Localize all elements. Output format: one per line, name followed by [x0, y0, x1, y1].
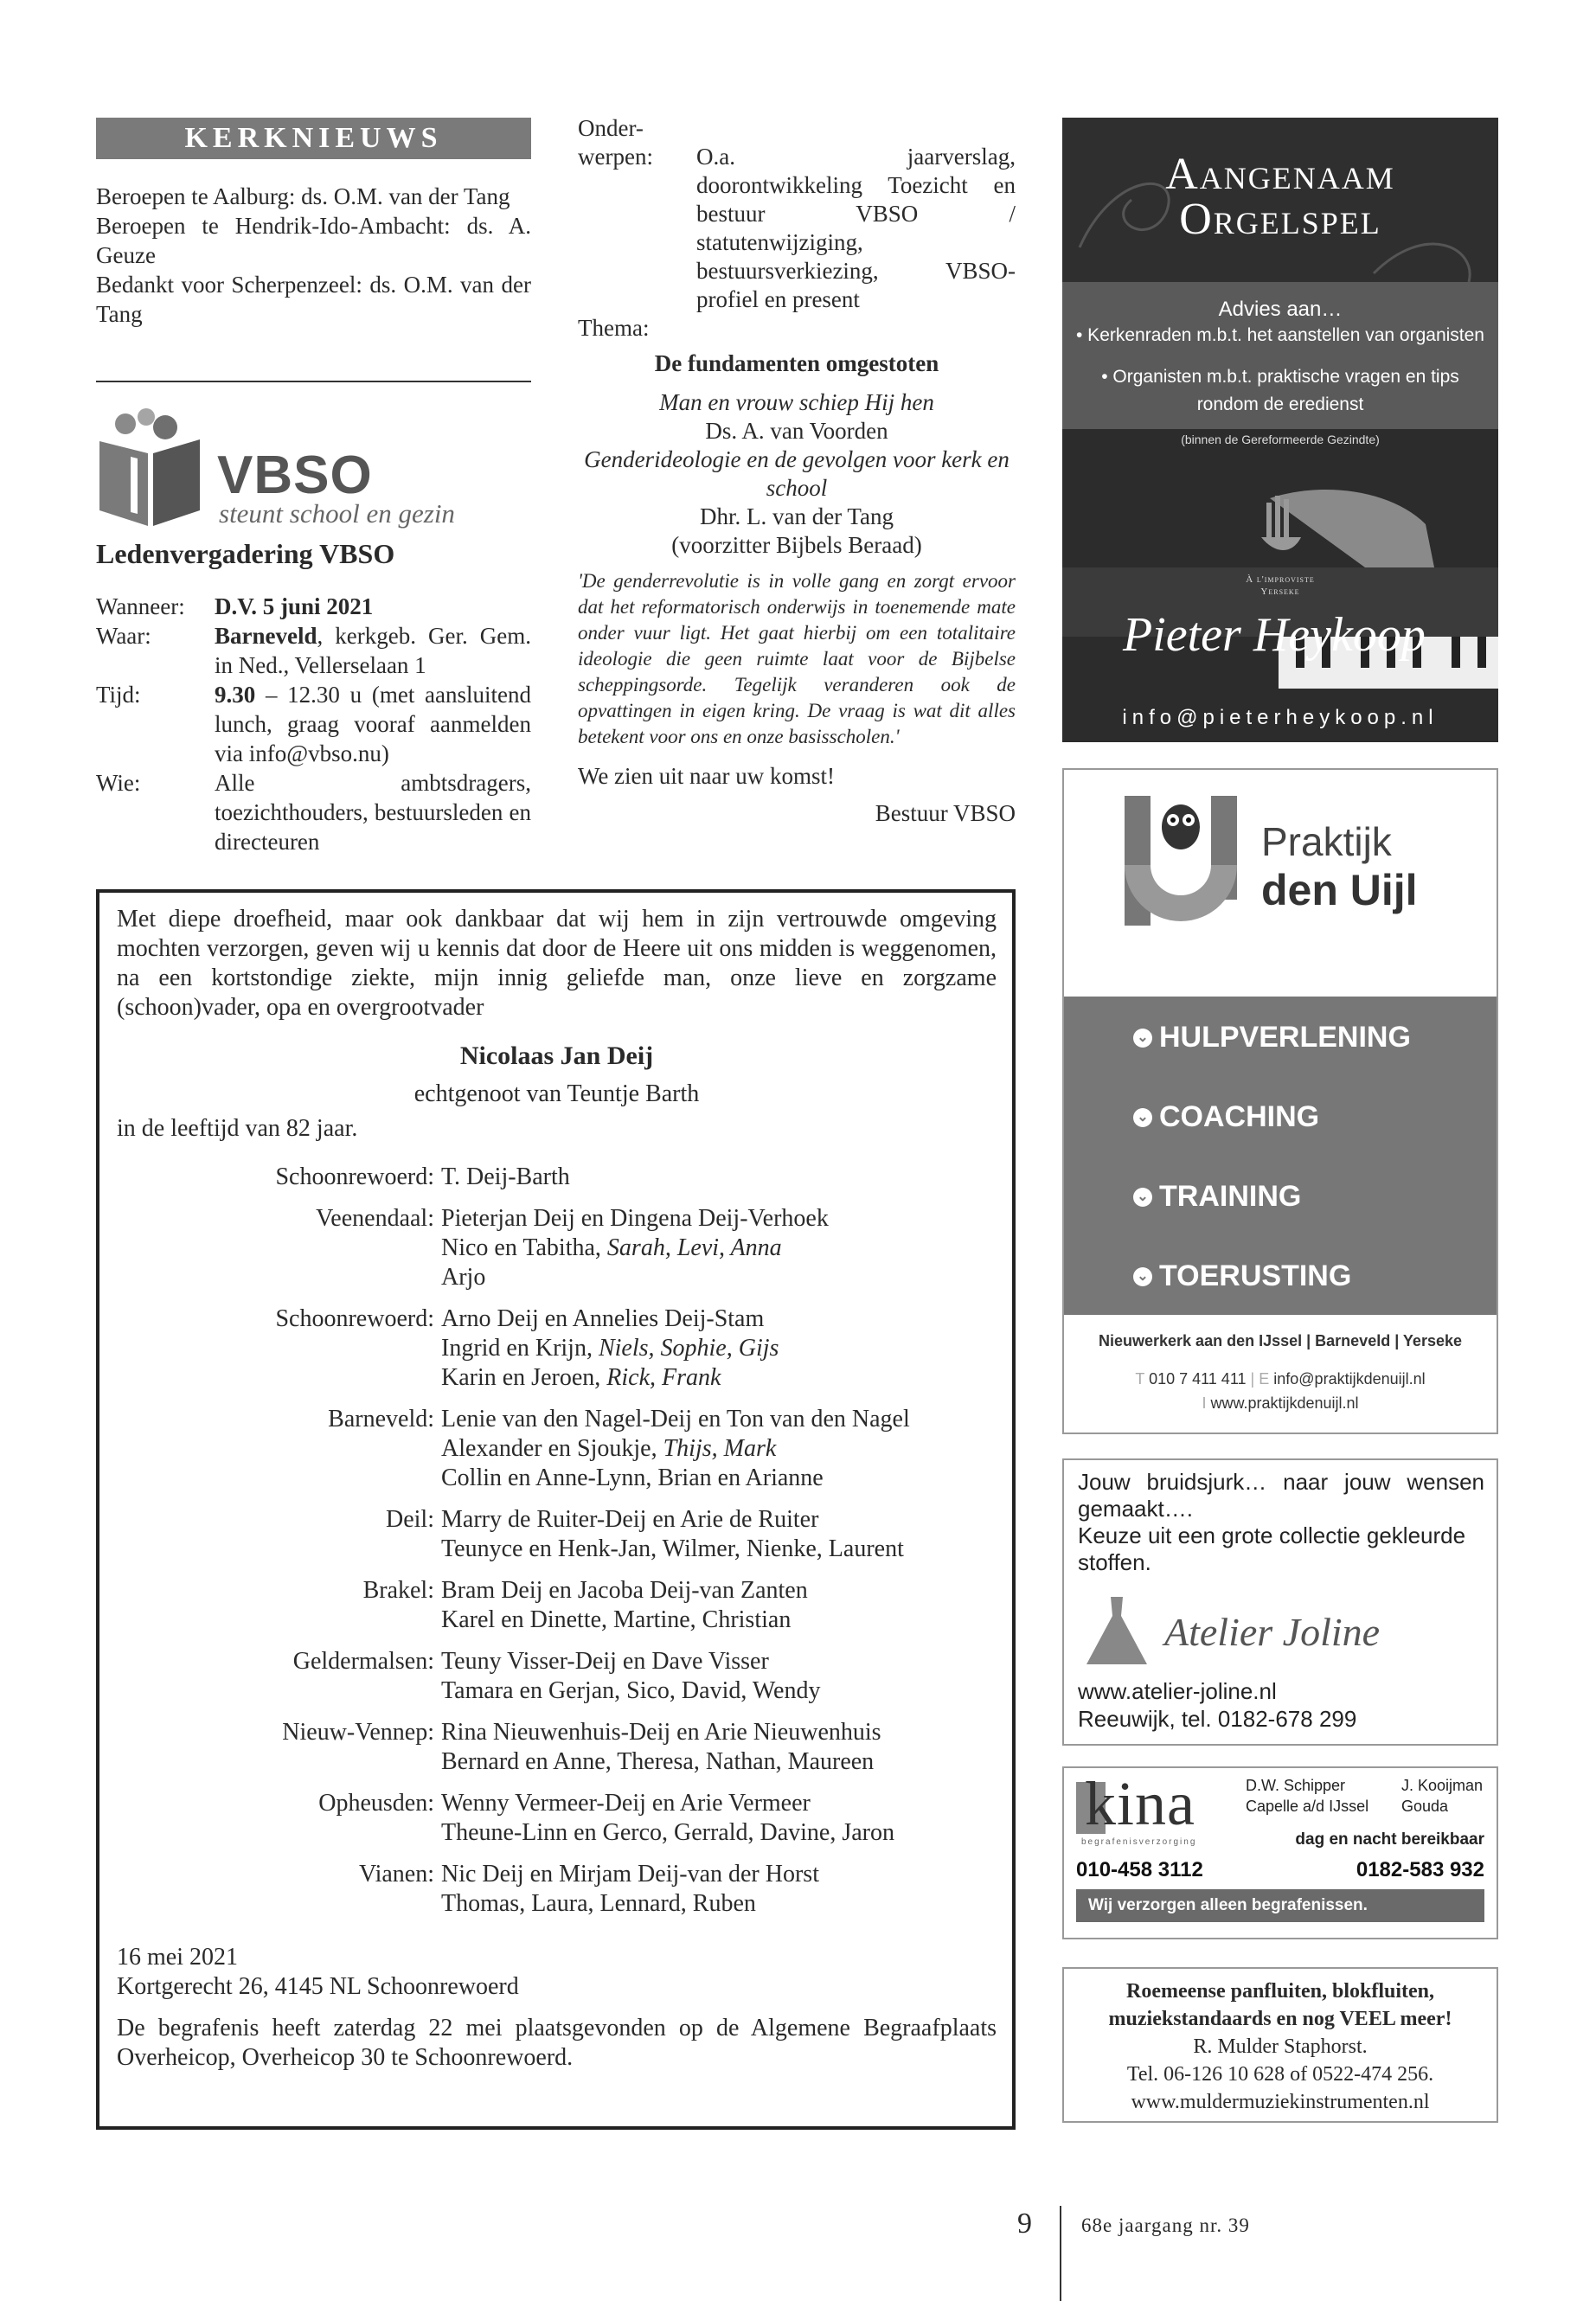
relative-line [117, 1818, 997, 1848]
obituary-date: 16 mei 2021 [117, 1944, 238, 1971]
relative-line [117, 1505, 997, 1535]
orgel-signature-name: Pieter Heykoop [1123, 608, 1426, 662]
relative-place: Veenendaal: [316, 1205, 434, 1232]
kina-place-2: Gouda [1401, 1798, 1449, 1815]
relative-line [117, 1204, 997, 1234]
footer-divider [1060, 2206, 1061, 2301]
onderwerpen-label: Onder- werpen: [578, 115, 653, 170]
uijl-service-item: ⌄ TRAINING [1133, 1180, 1301, 1214]
chevron-down-icon: ⌄ [1133, 1188, 1152, 1207]
thema-title: De fundamenten omgestoten [654, 350, 939, 376]
spouse-line: echtgenoot van Teuntje Barth [413, 1080, 700, 1107]
funeral-notice: De begrafenis heeft zaterdag 22 mei plaatsgevonden op de Algemene Begraafplaats Overheicop, Overheicop 30 te Schoonrewoerd. [117, 2015, 997, 2071]
wedding-dress-icon [1078, 1590, 1156, 1668]
closing-line: We zien uit naar uw komst! [578, 763, 835, 789]
mulder-phone: Tel. 06-126 10 628 of 0522-474 256. [1126, 2063, 1434, 2086]
obituary-address: Kortgerecht 26, 4145 NL Schoonrewoerd [117, 1973, 519, 2000]
deceased-name: Nicolaas Jan Deij [459, 1042, 654, 1070]
kina-place-1: Capelle a/d IJssel [1246, 1798, 1369, 1815]
relative-names: Nico en Tabitha, Sarah, Levi, Anna [441, 1234, 782, 1261]
relative-group [117, 1163, 997, 1192]
orgel-bullet-1: • Kerkenraden m.b.t. het aanstellen van organisten [1076, 325, 1484, 345]
detail-label: Wanneer: [96, 593, 185, 619]
chevron-down-icon: ⌄ [1133, 1108, 1152, 1127]
issue-label: 68e jaargang nr. 39 [1081, 2214, 1250, 2236]
relative-names: Teuny Visser-Deij en Dave Visser [441, 1648, 769, 1675]
relatives-list [117, 1163, 997, 1919]
relative-names: Pieterjan Deij en Dingena Deij-Verhoek [441, 1205, 829, 1232]
kina-person-2: J. Kooijman [1401, 1777, 1484, 1794]
detail-row [96, 621, 531, 680]
detail-label: Waar: [96, 623, 151, 649]
uijl-name-1: Praktijk [1261, 819, 1392, 864]
relative-names: Arno Deij en Annelies Deij-Stam [441, 1305, 765, 1332]
uijl-service-item: ⌄ COACHING [1133, 1100, 1319, 1134]
talk1-speaker: Ds. A. van Voorden [705, 418, 888, 444]
talk1-title: Man en vrouw schiep Hij hen [659, 389, 934, 415]
joline-text-1: Jouw bruidsjurk… naar jouw wensen gemaakt…. [1078, 1469, 1484, 1522]
chevron-down-icon: ⌄ [1133, 1029, 1152, 1048]
vbso-program [578, 114, 1016, 828]
relative-names: Ingrid en Krijn, Niels, Sophie, Gijs [441, 1335, 779, 1362]
relative-line [117, 1789, 997, 1818]
vbso-meeting-title: Ledenvergadering VBSO [96, 538, 395, 569]
relative-names: Karel en Dinette, Martine, Christian [441, 1606, 792, 1633]
relative-line [117, 1747, 997, 1777]
obituary-intro: Met diepe droefheid, maar ook dankbaar dat wij hem in zijn vertrouwde omgeving mochten verzorgen, geven wij u kennis dat door de Heere uit ons midden is weggenomen, na een kortstondige ziekte, mijn innig geliefde man, onze lieve en zorgzame (schoon)vader, opa en overgrootvader [117, 906, 997, 1021]
relative-place: Schoonrewoerd: [275, 1163, 434, 1190]
relative-names: Nic Deij en Mirjam Deij-van der Horst [441, 1861, 819, 1888]
mulder-line-1: Roemeense panfluiten, blokfluiten, [1125, 1980, 1434, 2003]
onderwerpen-row [578, 114, 1016, 314]
detail-value: Alle ambtsdragers, toezichthouders, bestuursleden en directeuren [215, 770, 531, 855]
relative-line [117, 1434, 997, 1464]
orgel-note: (binnen de Gereformeerde Gezindte) [1181, 433, 1380, 446]
uijl-name-2: den Uijl [1261, 866, 1418, 914]
relative-line [117, 1647, 997, 1676]
relative-names: Bram Deij en Jacoba Deij-van Zanten [441, 1577, 808, 1604]
thema-label: Thema: [578, 315, 650, 341]
kerknieuws-item: Beroepen te Aalburg: ds. O.M. van der Tang [96, 183, 510, 209]
joline-text-2: Keuze uit een grote collectie gekleurde stoffen. [1078, 1522, 1466, 1575]
orgel-title-1: Aangenaam [1165, 150, 1395, 199]
relative-line [117, 1718, 997, 1747]
relative-line [117, 1860, 997, 1889]
relative-line [117, 1234, 997, 1263]
relative-place: Geldermalsen: [292, 1648, 434, 1675]
relative-place: Barneveld: [328, 1406, 434, 1433]
relative-place: Vianen: [359, 1861, 434, 1888]
detail-row [96, 680, 531, 768]
detail-row [96, 592, 531, 621]
ad-kina-begrafenisverzorging [1062, 1766, 1498, 1939]
detail-row [96, 768, 531, 856]
relative-line [117, 1263, 997, 1292]
relative-names: Theune-Linn en Gerco, Gerrald, Davine, Jaron [441, 1819, 895, 1846]
relative-names: T. Deij-Barth [441, 1163, 570, 1190]
relative-line [117, 1405, 997, 1434]
relative-place [117, 1676, 441, 1706]
relative-line [117, 1606, 997, 1635]
joline-contact: Reeuwijk, tel. 0182-678 299 [1078, 1706, 1357, 1732]
uijl-email[interactable]: info@praktijkdenuijl.nl [1273, 1370, 1426, 1388]
relative-place [117, 1434, 441, 1464]
kerknieuws-item: Beroepen te Hendrik-Ido-Ambacht: ds. A. Geuze [96, 213, 531, 268]
orgel-advies: Advies aan… [1218, 298, 1343, 321]
detail-value: 9.30 – 12.30 u (met aansluitend lunch, graag vooraf aanmelden via info@vbso.nu) [215, 682, 531, 766]
chevron-down-icon: ⌄ [1133, 1267, 1152, 1286]
orgel-title-2: Orgelspel [1179, 195, 1381, 244]
vbso-quote: 'De genderrevolutie is in volle gang en zorgt ervoor dat het reformatorisch onderwijs in toenemende mate onder vuur ligt. Het gaat hierbij om een totalitaire ideologie die geen ruimte laat voor de Bijbelse scheppingsorde. Tegelijk veranderen ook de opvattingen in eigen kring. De vraag is wat dit alles betekent voor ons en onze basisscholen.' [578, 570, 1016, 747]
talk2-role: (voorzitter Bijbels Beraad) [671, 532, 922, 558]
signature: Bestuur VBSO [875, 800, 1016, 826]
kerknieuws-list [96, 182, 531, 329]
relative-names: Marry de Ruiter-Deij en Arie de Ruiter [441, 1506, 819, 1533]
relative-place [117, 1234, 441, 1263]
relative-place: Nieuw-Vennep: [282, 1719, 434, 1746]
orgel-email[interactable]: info@pieterheykoop.nl [1122, 706, 1439, 729]
relative-place [117, 1464, 441, 1493]
vbso-meeting-details [96, 592, 531, 856]
age-line: in de leeftijd van 82 jaar. [117, 1115, 358, 1142]
uijl-service-item: ⌄ HULPVERLENING [1133, 1021, 1411, 1054]
relative-line [117, 1576, 997, 1606]
uijl-locations: Nieuwerkerk aan den IJssel | Barneveld | Yerseke [1099, 1332, 1462, 1349]
kina-logo-sub: begrafenisverzorging [1081, 1837, 1197, 1847]
talk2-title: Genderideologie en de gevolgen voor kerk en school [584, 446, 1010, 501]
orgel-brand-2: Yerseke [1260, 586, 1300, 597]
mulder-website[interactable]: www.muldermuziekinstrumenten.nl [1131, 2091, 1430, 2113]
relative-names: Tamara en Gerjan, Sico, David, Wendy [441, 1677, 821, 1704]
kerknieuws-item: Bedankt voor Scherpenzeel: ds. O.M. van der Tang [96, 272, 531, 327]
uijl-phone[interactable]: 010 7 411 411 [1149, 1370, 1247, 1388]
relative-place [117, 1606, 441, 1635]
uijl-phone-line: T 010 7 411 411 | E info@praktijkdenuijl.nl [1135, 1370, 1426, 1388]
uijl-website[interactable]: www.praktijkdenuijl.nl [1210, 1394, 1359, 1412]
kina-availability: dag en nacht bereikbaar [1295, 1830, 1484, 1849]
relative-place: Brakel: [362, 1577, 434, 1604]
relative-line [117, 1163, 997, 1192]
relative-names: Alexander en Sjoukje, Thijs, Mark [441, 1435, 777, 1462]
relative-names: Teunyce en Henk-Jan, Wilmer, Nienke, Laurent [441, 1535, 904, 1562]
joline-logo: Atelier Joline [1164, 1610, 1381, 1654]
kina-slogan: Wij verzorgen alleen begrafenissen. [1076, 1889, 1484, 1922]
relative-line [117, 1304, 997, 1334]
kina-person-1: D.W. Schipper [1246, 1777, 1346, 1794]
owl-logo-icon [1125, 796, 1237, 943]
uijl-service-item: ⌄ TOERUSTING [1133, 1259, 1351, 1293]
vbso-logo-text: VBSO [217, 445, 373, 505]
detail-label: Wie: [96, 770, 141, 796]
obituary-content [117, 905, 997, 2073]
relative-names: Thomas, Laura, Lennard, Ruben [441, 1890, 756, 1917]
kina-phone-2[interactable]: 0182-583 932 [1356, 1858, 1484, 1881]
obituary-box [96, 889, 1016, 2130]
onderwerpen-text: O.a. jaarverslag, doorontwikkeling Toezicht en bestuur VBSO / statutenwijziging, bestuursverkiezing, VBSO-profiel en present [696, 144, 1016, 312]
relative-line [117, 1889, 997, 1919]
relative-group [117, 1647, 997, 1706]
relative-group [117, 1718, 997, 1777]
relative-group [117, 1405, 997, 1493]
talk2-speaker: Dhr. L. van der Tang [699, 503, 894, 529]
relative-line [117, 1334, 997, 1363]
relative-names: Bernard en Anne, Theresa, Nathan, Maureen [441, 1748, 875, 1775]
relative-place [117, 1263, 441, 1292]
mulder-line-3: R. Mulder Staphorst. [1193, 2035, 1368, 2058]
relative-place [117, 1818, 441, 1848]
relative-place: Schoonrewoerd: [275, 1305, 434, 1332]
relative-names: Rina Nieuwenhuis-Deij en Arie Nieuwenhuis [441, 1719, 881, 1746]
kerknieuws-heading: KERKNIEUWS [96, 118, 531, 159]
relative-place [117, 1535, 441, 1564]
detail-label: Tijd: [96, 682, 141, 708]
relative-line [117, 1535, 997, 1564]
uijl-services-panel [1064, 997, 1497, 1315]
relative-names: Lenie van den Nagel-Deij en Ton van den Nagel [441, 1406, 910, 1433]
ad-mulder-muziekinstrumenten [1062, 1967, 1498, 2123]
relative-place [117, 1889, 441, 1919]
joline-website[interactable]: www.atelier-joline.nl [1078, 1678, 1277, 1704]
relative-place [117, 1334, 441, 1363]
orgel-brand-1: À l'improviste [1246, 574, 1315, 585]
detail-value: D.V. 5 juni 2021 [215, 593, 374, 619]
relative-line [117, 1363, 997, 1393]
relative-place: Opheusden: [318, 1790, 434, 1817]
vbso-logo [96, 405, 511, 533]
relative-group [117, 1789, 997, 1848]
relative-place [117, 1747, 441, 1777]
mulder-line-2: muziekstandaards en nog VEEL meer! [1108, 2008, 1452, 2030]
relative-names: Arjo [441, 1264, 486, 1291]
relative-names: Karin en Jeroen, Rick, Frank [441, 1364, 721, 1391]
orgel-bullet-2: • Organisten m.b.t. praktische vragen en tips rondom de eredienst [1101, 367, 1459, 414]
ad-atelier-joline [1062, 1458, 1498, 1746]
kina-phone-1[interactable]: 010-458 3112 [1076, 1858, 1203, 1881]
relative-group [117, 1576, 997, 1635]
page-number: 9 [1017, 2208, 1032, 2240]
relative-group [117, 1505, 997, 1564]
relative-group [117, 1204, 997, 1292]
section-divider [96, 381, 531, 382]
ad-praktijk-den-uijl [1062, 768, 1498, 1434]
relative-names: Wenny Vermeer-Deij en Arie Vermeer [441, 1790, 811, 1817]
vbso-logo-tagline: steunt school en gezin [219, 498, 455, 529]
uijl-web-line: I www.praktijkdenuijl.nl [1202, 1394, 1359, 1412]
relative-names: Collin en Anne-Lynn, Brian en Arianne [441, 1465, 824, 1491]
kina-logo: kina [1085, 1769, 1195, 1838]
detail-value: Barneveld, kerkgeb. Ger. Gem. in Ned., Vellerselaan 1 [215, 623, 531, 678]
ad-aangenaam-orgelspel [1062, 118, 1498, 742]
relative-line [117, 1464, 997, 1493]
relative-group [117, 1304, 997, 1393]
relative-place: Deil: [386, 1506, 434, 1533]
relative-place [117, 1363, 441, 1393]
relative-line [117, 1676, 997, 1706]
relative-group [117, 1860, 997, 1919]
